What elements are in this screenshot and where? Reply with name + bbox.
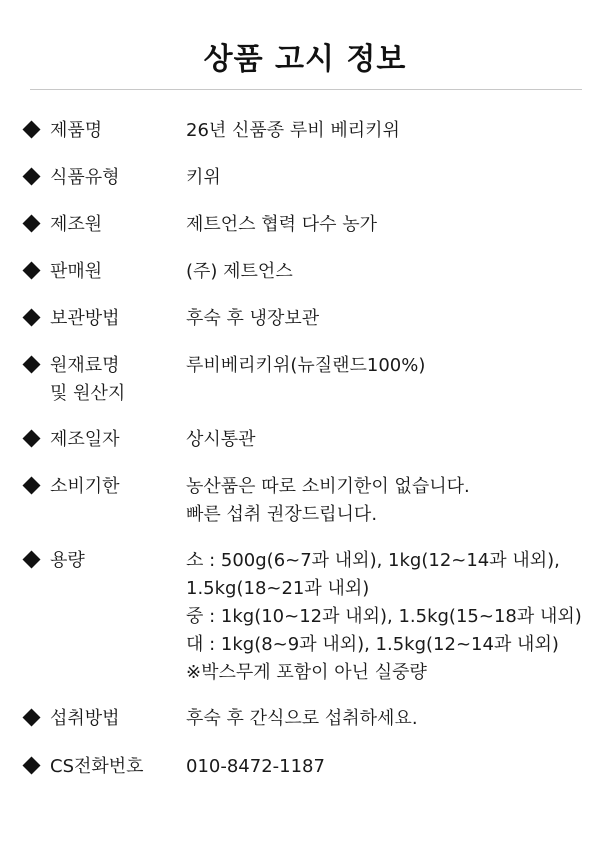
info-value-line: ※박스무게 포함이 아닌 실중량 (186, 662, 427, 683)
diamond-bullet-icon (22, 120, 41, 139)
info-value-line: 010-8472-1187 (186, 756, 325, 777)
diamond-bullet-icon (22, 355, 41, 374)
info-label: 제품명 (50, 120, 103, 141)
diamond-bullet-icon (22, 708, 41, 727)
info-value-line: 후숙 후 간식으로 섭취하세요. (186, 708, 418, 729)
diamond-bullet-icon (22, 308, 41, 327)
info-value-line: 소 : 500g(6~7과 내외), 1kg(12~14과 내외), (186, 550, 560, 571)
info-value (186, 473, 470, 529)
info-value (186, 547, 582, 687)
info-value-line: 1.5kg(18~21과 내외) (186, 578, 370, 599)
info-value-line: (주) 제트언스 (186, 261, 293, 282)
info-value-line: 빠른 섭취 권장드립니다. (186, 504, 378, 525)
diamond-bullet-icon (22, 756, 41, 775)
diamond-bullet-icon (22, 214, 41, 233)
info-label: 식품유형 (50, 167, 120, 188)
info-value (186, 705, 418, 733)
info-value-line: 루비베리키위(뉴질랜드100%) (186, 355, 426, 376)
info-value (186, 164, 221, 192)
info-value (186, 352, 425, 380)
info-label: 용량 (50, 550, 85, 571)
info-value (186, 258, 293, 286)
info-value (186, 117, 400, 145)
diamond-bullet-icon (22, 476, 41, 495)
title-divider (30, 89, 582, 90)
diamond-bullet-icon (22, 550, 41, 569)
info-value-line: 제트언스 협력 다수 농가 (186, 214, 378, 235)
info-value (186, 753, 325, 781)
info-value-line: 26년 신품종 루비 베리키위 (186, 120, 400, 141)
info-value-line: 대 : 1kg(8~9과 내외), 1.5kg(12~14과 내외) (186, 634, 559, 655)
info-value (186, 426, 256, 454)
info-value-line: 키위 (186, 167, 221, 188)
info-label: CS전화번호 (50, 756, 144, 777)
info-value-line: 중 : 1kg(10~12과 내외), 1.5kg(15~18과 내외) (186, 606, 582, 627)
info-value-line: 농산품은 따로 소비기한이 없습니다. (186, 476, 470, 497)
info-label: 보관방법 (50, 308, 120, 329)
info-value-line: 상시통관 (186, 429, 256, 450)
info-label: 섭취방법 (50, 708, 120, 729)
info-label: 제조원 (50, 214, 103, 235)
info-label: 판매원 (50, 261, 103, 282)
info-value (186, 211, 377, 239)
info-label: 제조일자 (50, 429, 120, 450)
diamond-bullet-icon (22, 429, 41, 448)
page-title: 상품 고시 정보 (203, 42, 407, 77)
info-label: 소비기한 (50, 476, 120, 497)
info-value (186, 305, 319, 333)
info-value-line: 후숙 후 냉장보관 (186, 308, 320, 329)
info-label: 원재료명 및 원산지 (50, 355, 126, 404)
diamond-bullet-icon (22, 261, 41, 280)
diamond-bullet-icon (22, 167, 41, 186)
